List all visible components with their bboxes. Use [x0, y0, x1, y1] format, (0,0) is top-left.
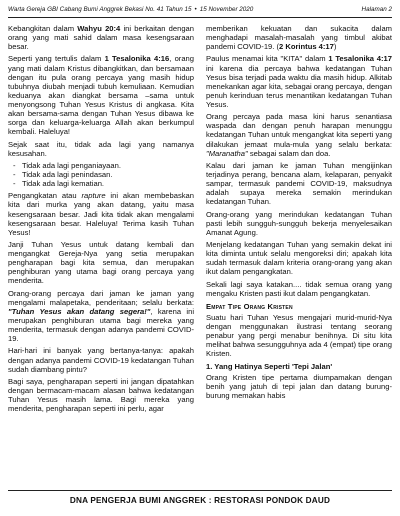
paragraph: Janji Tuhan Yesus untuk datang kembali dan mengangkat Gereja-Nya yang setia merupakan pengharapan bagi kita semua, dan merupakan penghiburan yang utama bagi orang percaya yang menderita. [8, 240, 194, 286]
left-column [8, 24, 194, 416]
bullet-list [8, 161, 194, 188]
paragraph: Bagi saya, pengharapan seperti ini jangan dipatahkan dengan bermacam-macam alasan bahwa kedatangan Tuhan Yesus masih lama. Bagi mereka yang menderita, pengharapan seperti ini perlu, agar [8, 376, 194, 414]
publication-title: Warta Gereja GBI Cabang Bumi Anggrek Bekasi No. 41 Tahun 15 [8, 5, 192, 13]
paragraph: Pengangkatan atau rapture ini akan membebaskan kita dari murka yang akan datang, yaitu masa kesengsaraan besar. Jadi kita tidak akan mengalami kesengsaraan besar. Haleluya! Terima kasih Tuhan Yesus! [8, 191, 194, 237]
paragraph: Seperti yang tertulis dalam 1 Tesalonika 4:16, orang yang mati dalam Kristus dibangkitkan, dan bersamaan dengan itu pula orang percaya yang masih hidup tubuhnya diubah menjadi tubuh kemuliaan. Kemudian keduanya akan diangkat bersama –sama untuk menyongsong Tuhan Yesus Kristus di angkasa. Kita akan bersama-sama dengan Tuhan Yesus dibawa ke sorga dan keluarga-keluarga Allah akan berkumpul kembali. Haleluya! [8, 54, 194, 137]
footer-banner: DNA PENGERJA BUMI ANGGREK : RESTORASI PONDOK DAUD [69, 496, 331, 505]
paragraph: Orang-orang percaya dari jaman ke jaman yang mengalami malapetaka, penderitaan; selalu berkata: "Tuhan Yesus akan datang segera!", karena ini merupakan penghiburan utama bagi mereka yang menderita, termasuk dengan adanya pandemi COVID-19. [8, 288, 194, 344]
paragraph: Orang percaya pada masa kini harus senantiasa waspada dan dengan penuh harapan menunggu kedatangan Tuhan untuk mengangkat kita seperti yang dilakukan jemaat mula-mula yang selalu berkata: "Maranatha" sebagai salam dan doa. [206, 112, 392, 158]
paragraph: memberikan kekuatan dan sukacita dalam menghadapi masalah-masalah yang timbul akibat pandemi COVID-19. (2 Korintus 4:17) [206, 24, 392, 52]
page-header [8, 3, 392, 15]
paragraph: Orang-orang yang merindukan kedatangan Tuhan pasti lebih sungguh-sungguh bekerja menyelesaikan Amanat Agung. [206, 209, 392, 237]
paragraph: Sekali lagi saya katakan.... tidak semua orang yang mengaku Kristen pasti ikut dalam pengangkatan. [206, 279, 392, 298]
paragraph: Suatu hari Tuhan Yesus mengajari murid-murid-Nya dengan menggunakan ilustrasi tentang seorang penabur yang pergi menabur benihnya. Di situ kita melihat bahwa sesungguhnya ada 4 (empat) tipe orang Kristen. [206, 312, 392, 359]
header-bullet: • [194, 5, 197, 13]
right-column [206, 24, 392, 403]
paragraph: Sejak saat itu, tidak ada lagi yang namanya kesusahan. [8, 139, 194, 158]
paragraph: Menjelang kedatangan Tuhan yang semakin dekat ini kita diminta untuk selalu mengoreksi diri; apakah kita sudah termasuk dalam kriteria orang-orang yang akan ikut dalam pengangkatan. [206, 240, 392, 277]
header-rule [8, 17, 392, 18]
paragraph: Orang Kristen tipe pertama diumpamakan dengan benih yang jatuh di tepi jalan dan datang burung-burung memakan habis [206, 372, 392, 400]
page-number: Halaman 2 [361, 5, 392, 13]
paragraph: Hari-hari ini banyak yang bertanya-tanya: apakah dengan adanya pandemi COVID-19 kedatangan Tuhan sudah diambang pintu? [8, 346, 194, 374]
paragraph: Paulus menamai kita "KITA" dalam 1 Tesalonika 4:17 ini karena dia percaya bahwa kedatangan Tuhan Yesus bisa terjadi pada waktu dia masih hidup. Alkitab menekankan agar kita, sebagai orang percaya, dengan penuh kerinduan terus menantikan kedatangan Tuhan Yesus. [206, 54, 392, 109]
list-item: - Tidak ada lagi penindasan. [22, 170, 194, 179]
issue-date: 15 November 2020 [199, 5, 254, 13]
list-item: - Tidak ada lagi kematian. [22, 179, 194, 188]
list-item: - Tidak ada lagi penganiayaan. [22, 161, 194, 170]
paragraph: Kalau dari jaman ke jaman Tuhan mengijinkan terjadinya perang, bencana alam, kelaparan, penyakit sampar, termasuk pandemi COVID-19, maksudnya adalah supaya mereka semakin merindukan kedatangan Tuhan. [206, 160, 392, 207]
section-heading: Empat Tipe Orang Kristen [206, 301, 293, 311]
paragraph: Kebangkitan dalam Wahyu 20:4 ini berkaitan dengan orang yang mati sahid dalam masa kesengsaraan besar. [8, 24, 195, 52]
numbered-subheading: 1. Yang Hatinya Seperti 'Tepi Jalan' [206, 361, 333, 371]
footer-rule [8, 490, 392, 491]
